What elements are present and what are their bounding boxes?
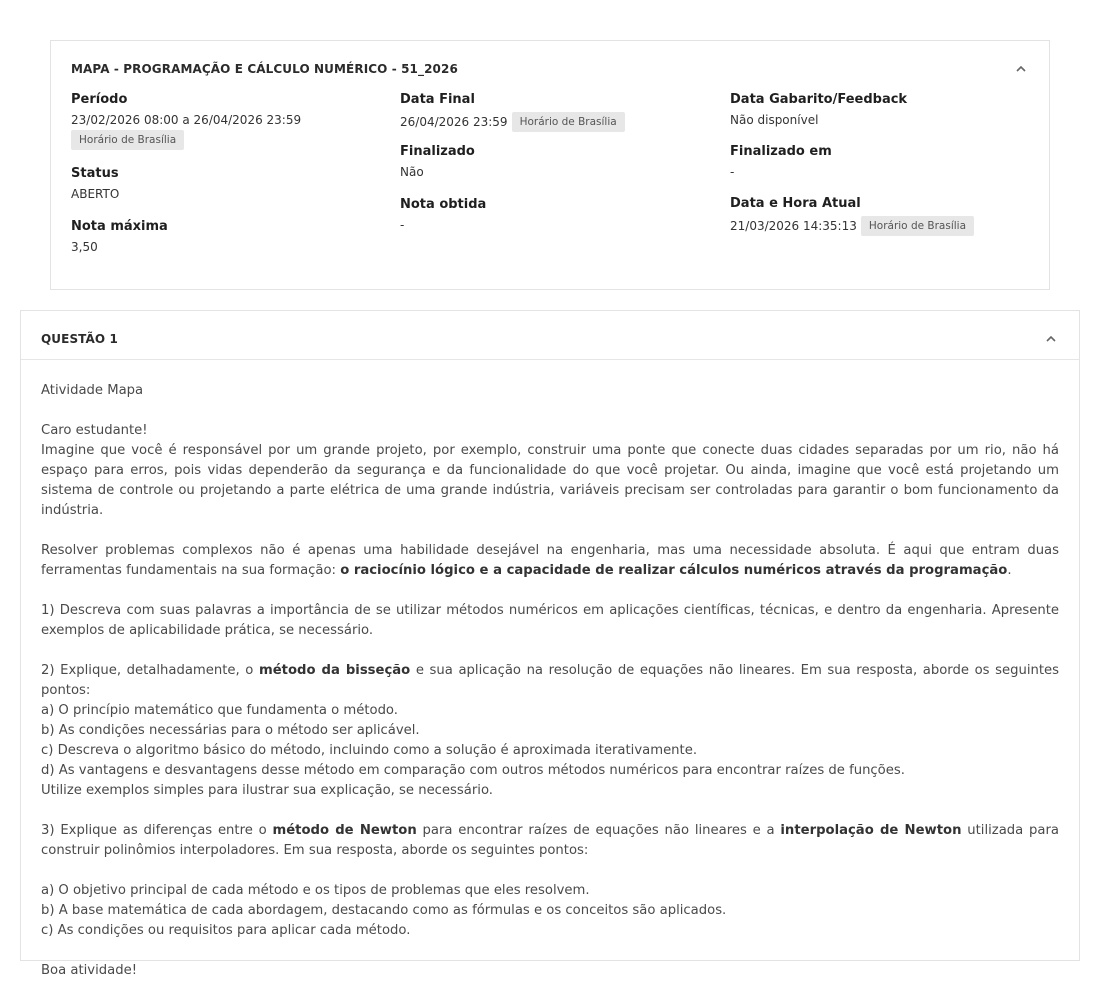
assignment-info-card [50, 40, 1050, 290]
item-2-b: b) As condições necessárias para o método ser aplicável. [41, 723, 420, 738]
question-card [20, 310, 1080, 978]
item-3-b: b) A base matemática de cada abordagem, destacando como as fórmulas e os conceitos são aplicados. [41, 903, 727, 918]
finalizado-em-value: - [730, 165, 735, 179]
finalizado-field [400, 143, 475, 180]
data-hora-atual-field [730, 195, 974, 236]
nota-maxima-field [71, 218, 168, 255]
timezone-badge: Horário de Brasília [71, 130, 184, 150]
data-final-value: 26/04/2026 23:59 [400, 115, 508, 129]
periodo-label: Período [71, 92, 128, 107]
item-2-d: d) As vantagens e desvantagens desse método em comparação com outros métodos numéricos para encontrar raízes de funções. [41, 763, 905, 778]
item-2-a: a) O princípio matemático que fundamenta o método. [41, 703, 398, 718]
item-3-c: c) As condições ou requisitos para aplicar cada método. [41, 923, 411, 938]
timezone-badge: Horário de Brasília [512, 112, 625, 132]
timezone-badge: Horário de Brasília [861, 216, 974, 236]
nota-maxima-label: Nota máxima [71, 219, 168, 234]
item-3-a: a) O objetivo principal de cada método e os tipos de problemas que eles resolvem. [41, 883, 590, 898]
data-hora-atual-label: Data e Hora Atual [730, 196, 861, 211]
data-hora-atual-value: 21/03/2026 14:35:13 [730, 219, 857, 233]
item-3: 3) Explique as diferenças entre o método de Newton para encontrar raízes de equações não lineares e a interpolação de Newton utilizada para construir polinômios interpoladores. Em sua resposta, aborde os seguintes pontos: [41, 823, 1059, 858]
nota-maxima-value: 3,50 [71, 240, 98, 254]
nota-obtida-field [400, 196, 486, 233]
assignment-title: MAPA - PROGRAMAÇÃO E CÁLCULO NUMÉRICO - 51_2026 [71, 62, 458, 76]
data-final-value-row [400, 112, 625, 132]
data-final-field [400, 91, 625, 132]
question-title: QUESTÃO 1 [41, 332, 118, 346]
status-label: Status [71, 166, 119, 181]
intro-paragraph: Imagine que você é responsável por um grande projeto, por exemplo, construir uma ponte que conecte duas cidades separadas por um rio, não há espaço para erros, pois vidas dependerão da segurança e da funcionalidade do que você projetar. Ou ainda, imagine que você está projetando um sistema de controle ou projetando a parte elétrica de uma grande indústria, variáveis precisam ser controladas para garantir o bom funcionamento da indústria. [41, 443, 1059, 518]
collapse-question-button[interactable] [1043, 330, 1059, 346]
data-final-label: Data Final [400, 92, 475, 107]
item-2: 2) Explique, detalhadamente, o método da bisseção e sua aplicação na resolução de equações não lineares. Em sua resposta, aborde os seguintes pontos: [41, 663, 1059, 698]
periodo-value: 23/02/2026 08:00 a 26/04/2026 23:59 [71, 113, 302, 127]
gabarito-value: Não disponível [730, 113, 819, 127]
item-2-c: c) Descreva o algoritmo básico do método, incluindo como a solução é aproximada iterativamente. [41, 743, 698, 758]
finalizado-em-field [730, 143, 832, 180]
periodo-field [71, 91, 301, 150]
finalizado-value: Não [400, 165, 424, 179]
gabarito-label: Data Gabarito/Feedback [730, 92, 908, 107]
collapse-info-button[interactable] [1013, 60, 1029, 76]
greeting: Caro estudante! [41, 423, 148, 438]
paragraph-2: Resolver problemas complexos não é apenas uma habilidade desejável na engenharia, mas uma necessidade absoluta. É aqui que entram duas ferramentas fundamentais na sua formação: o raciocínio lógico e a capacidade de realizar cálculos numéricos através da programação. [41, 543, 1059, 578]
item-1: 1) Descreva com suas palavras a importância de se utilizar métodos numéricos em aplicações científicas, técnicas, e dentro da engenharia. Apresente exemplos de aplicabilidade prática, se necessário. [41, 603, 1059, 638]
chevron-up-icon [1016, 65, 1026, 72]
bold-text: método da bisseção [258, 663, 411, 678]
finalizado-label: Finalizado [400, 144, 475, 159]
question-heading: Atividade Mapa [41, 383, 144, 398]
bold-text: interpolação de Newton [780, 823, 962, 838]
nota-obtida-label: Nota obtida [400, 197, 487, 212]
closing: Boa atividade! [41, 963, 137, 978]
nota-obtida-value: - [400, 218, 405, 232]
question-body [21, 360, 1079, 981]
status-value: ABERTO [71, 187, 120, 201]
bold-text: método de Newton [272, 823, 417, 838]
status-field [71, 165, 119, 202]
gabarito-field [730, 91, 907, 128]
item-2-note: Utilize exemplos simples para ilustrar sua explicação, se necessário. [41, 783, 493, 798]
finalizado-em-label: Finalizado em [730, 144, 832, 159]
chevron-up-icon [1046, 335, 1056, 342]
data-hora-atual-value-row [730, 216, 974, 236]
bold-text: o raciocínio lógico e a capacidade de realizar cálculos numéricos através da programação [340, 563, 1008, 578]
question-header[interactable] [21, 311, 1079, 360]
